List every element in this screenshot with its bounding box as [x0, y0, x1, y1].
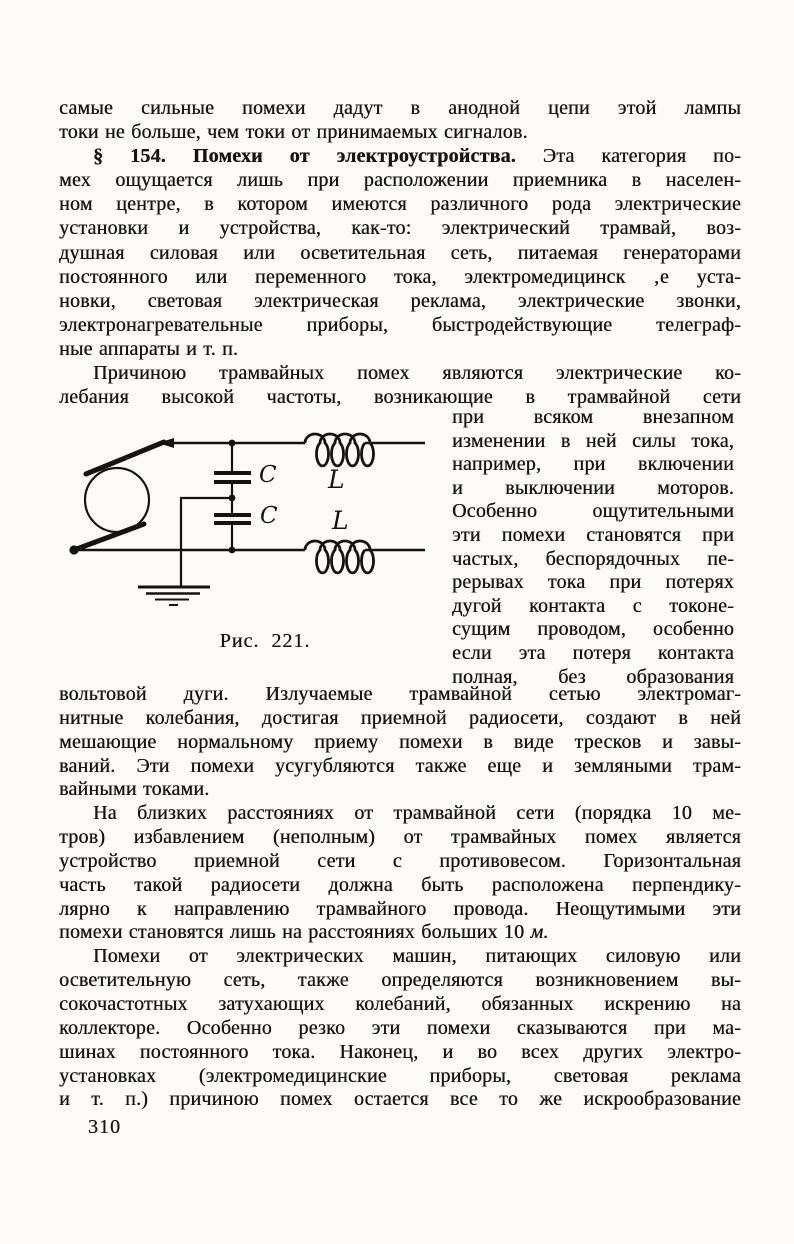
inductor-bottom-label: L	[332, 506, 349, 535]
text-line: ваний. Эти помехи усугубляются также еще и земляными трам-	[59, 754, 741, 777]
text-line: сокочастотных затухающих колебаний, обязанных искрению на	[59, 992, 741, 1015]
bottom-brush-line	[74, 524, 144, 550]
text-line: ном центре, в котором имеются различного рода электрические	[59, 193, 741, 216]
text-line: осветительную сеть, также определяются возникновением вы-	[59, 969, 741, 992]
text-line: лярно к направлению трамвайного провода. Неощутимыми эти	[59, 897, 741, 920]
text-line: если эта потеря контакта	[452, 641, 734, 664]
ground-wire	[181, 498, 232, 586]
text-line: постоянного или переменного тока, электромедицинск ‚е уста-	[59, 265, 741, 288]
text-line: рерывах тока при потерях	[452, 571, 734, 594]
text-line: коллекторе. Особенно резко эти помехи сказываются при ма-	[59, 1016, 741, 1039]
capacitor-bottom-label: C	[260, 503, 278, 529]
text-line: самые сильные помехи дадут в анодной цепи этой лампы	[59, 97, 741, 119]
text-line: нитные колебания, достигая приемной радиосети, создают в ней	[59, 706, 741, 729]
text-line: вольтовой дуги. Излучаемые трамвайной сетью электромаг-	[59, 683, 741, 705]
text-line: и выключении моторов.	[452, 476, 734, 499]
text-line: мешающие нормальному приему помехи в виде тресков и завы-	[59, 730, 741, 753]
terminal-dot	[69, 545, 78, 554]
text-line: помехи становятся лишь на расстояниях больших 10 м.	[59, 921, 549, 944]
text-line: изменении в ней силы тока,	[452, 429, 734, 452]
paragraph-block-top	[59, 96, 741, 409]
text-line: Причиною трамвайных помех являются электрические ко-	[93, 362, 741, 385]
text-line: токи не больше, чем токи от принимаемых сигналов.	[59, 121, 528, 144]
inductor-top-label: L	[328, 465, 345, 494]
machine-circle	[85, 468, 149, 532]
text-line: установках (электромедицинские приборы, световая реклама	[59, 1064, 741, 1087]
text-line: Особенно ощутительными	[452, 500, 734, 523]
text-line: душная силовая или осветительная сеть, питаемая генераторами	[59, 241, 741, 264]
text-line: при всяком внезапном	[452, 406, 734, 428]
text-line: полная, без образования	[452, 665, 734, 688]
text-line: ные аппараты и т. п.	[59, 337, 239, 360]
text-line: На близких расстояниях от трамвайной сети (порядка 10 ме-	[93, 802, 741, 825]
text-line: например, при включении	[452, 453, 734, 476]
text-line: мех ощущается лишь при расположении приемника в населен-	[59, 169, 741, 192]
text-line: частых, беспорядочных пе-	[452, 547, 734, 570]
text-line: лебания высокой частоты, возникающие в трамвайной сети	[59, 386, 741, 409]
text-line: и т. п.) причиною помех остается все то же искрообразование	[59, 1088, 741, 1111]
text-line: сущим проводом, особенно	[452, 618, 734, 641]
text-line: часть такой радиосети должна быть расположена перпендику-	[59, 873, 741, 896]
text-line: тров) избавлением (неполным) от трамвайных помех является	[59, 826, 741, 849]
text-line: § 154. Помехи от электроустройства. Эта категория по-	[93, 145, 742, 168]
inductor-bottom	[305, 541, 374, 573]
circuit-diagram-figure	[52, 426, 434, 626]
figure-caption: Рис. 221.	[219, 630, 311, 652]
page-number: 310	[88, 1116, 121, 1138]
text-line: эти помехи становятся при	[452, 523, 734, 546]
text-line: дугой контакта с токоне-	[452, 594, 734, 617]
paragraph-block-bottom	[59, 683, 741, 1112]
text-line: электронагревательные приборы, быстродействующие телеграф-	[59, 313, 741, 336]
junction-dot-middle	[229, 495, 236, 502]
text-line: Помехи от электрических машин, питающих силовую или	[93, 945, 741, 968]
junction-dot-bottom	[229, 547, 236, 554]
inductor-top	[305, 434, 374, 466]
wire-arrowhead	[158, 438, 174, 448]
capacitor-top-label: C	[259, 462, 277, 488]
text-line: вайными токами.	[59, 778, 210, 801]
paragraph-block-wrap	[452, 406, 734, 689]
text-line: устройство приемной сети с противовесом. Горизонтальная	[59, 849, 741, 872]
text-line: новки, световая электрическая реклама, электрические звонки,	[59, 289, 741, 312]
junction-dot-top	[229, 440, 236, 447]
text-line: шинах постоянного тока. Наконец, и во всех других электро-	[59, 1040, 741, 1063]
text-line: установки и устройства, как-то: электрический трамвай, воз-	[59, 217, 741, 240]
ground-icon	[138, 587, 210, 605]
